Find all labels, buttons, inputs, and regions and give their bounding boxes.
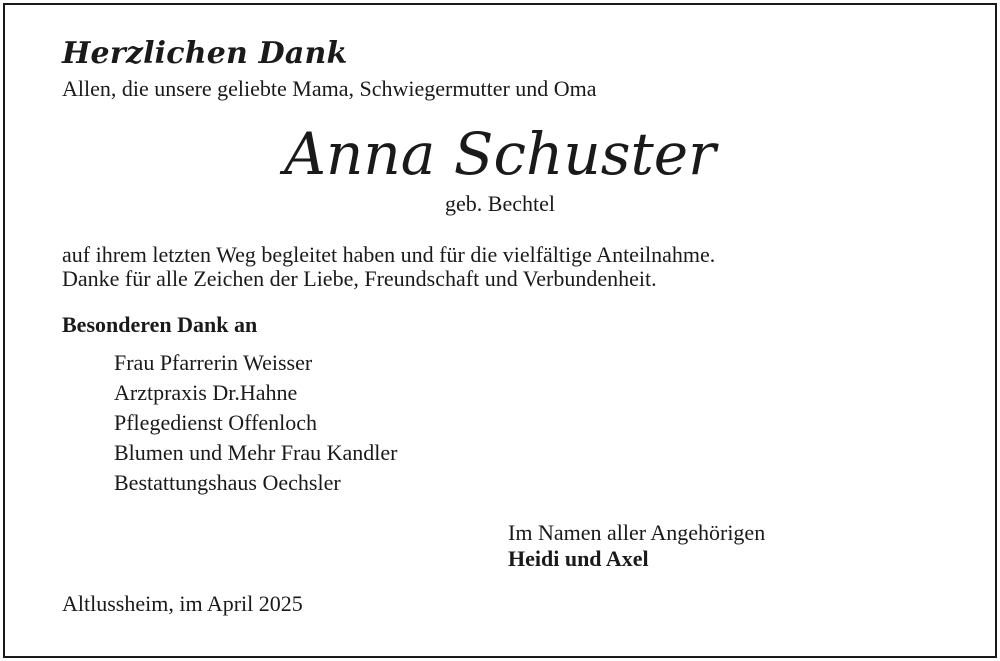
signature-block: [508, 520, 765, 572]
signature-line: Im Namen aller Angehörigen: [508, 520, 766, 545]
special-thanks-list: [114, 348, 398, 498]
thanks-paragraph: [62, 243, 715, 291]
list-item: Bestattungshaus Oechsler: [114, 470, 341, 495]
intro-line: Allen, die unsere geliebte Mama, Schwiegermutter und Oma: [62, 76, 597, 101]
list-item: Pflegedienst Offenloch: [114, 410, 318, 435]
list-item: Frau Pfarrerin Weisser: [114, 350, 313, 375]
signature-names: Heidi und Axel: [508, 546, 649, 571]
list-item: Arztpraxis Dr.Hahne: [114, 380, 298, 405]
list-item: Blumen und Mehr Frau Kandler: [114, 440, 398, 465]
deceased-name: Anna Schuster: [284, 120, 716, 188]
maiden-name: geb. Bechtel: [445, 191, 555, 216]
paragraph-line: Danke für alle Zeichen der Liebe, Freundschaft und Verbundenheit.: [62, 266, 657, 291]
place-date: Altlussheim, im April 2025: [62, 591, 303, 616]
special-thanks-heading: Besonderen Dank an: [62, 312, 258, 337]
paragraph-line: auf ihrem letzten Weg begleitet haben und für die vielfältige Anteilnahme.: [62, 242, 716, 267]
notice-heading: Herzlichen Dank: [62, 36, 348, 71]
